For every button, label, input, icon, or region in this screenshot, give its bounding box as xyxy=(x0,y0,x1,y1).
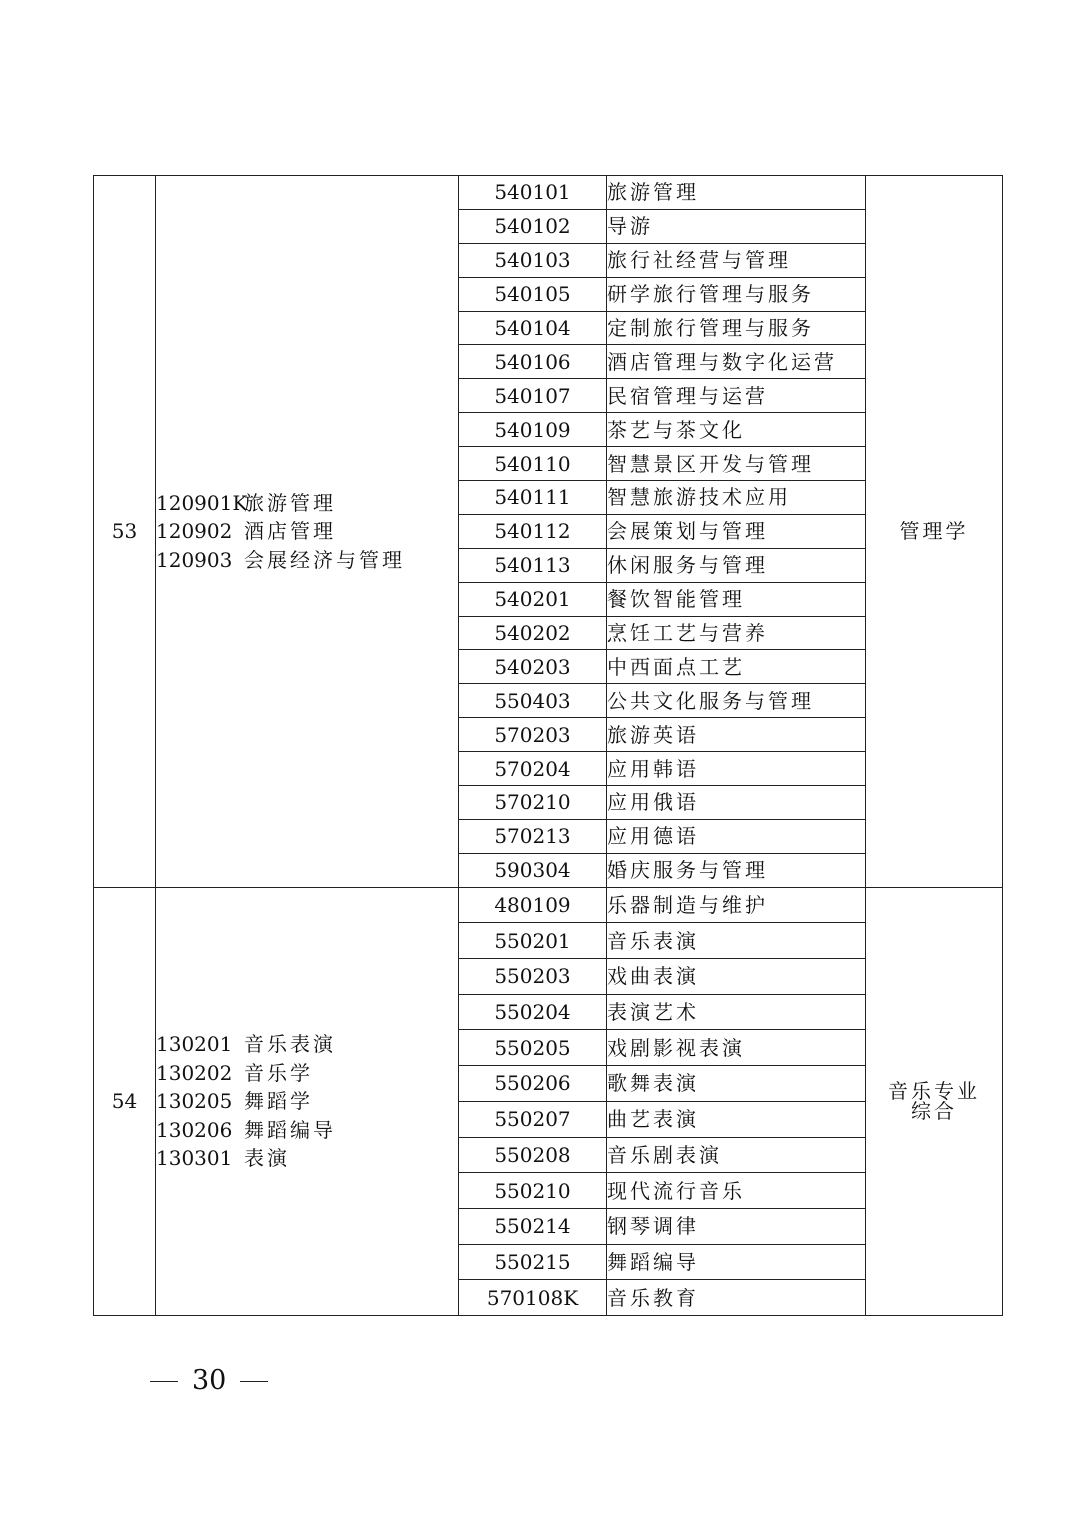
vocational-major-code: 540113 xyxy=(459,548,607,582)
page-number-value: 30 xyxy=(192,1365,227,1396)
vocational-major-code: 570213 xyxy=(459,819,607,853)
undergrad-major-code: 130206 xyxy=(156,1117,233,1142)
table-body xyxy=(94,176,1003,1316)
vocational-major-code: 550205 xyxy=(459,1030,607,1066)
undergrad-major-item xyxy=(156,1030,458,1058)
vocational-major-name: 歌舞表演 xyxy=(607,1066,866,1102)
vocational-major-code: 550207 xyxy=(459,1101,607,1137)
undergrad-major-code: 130202 xyxy=(156,1060,233,1085)
vocational-major-code: 540104 xyxy=(459,311,607,345)
vocational-major-name: 表演艺术 xyxy=(607,994,866,1030)
group-number: 53 xyxy=(94,176,156,888)
undergrad-majors-cell xyxy=(156,176,459,888)
undergrad-major-item xyxy=(156,1087,458,1115)
vocational-major-code: 540102 xyxy=(459,209,607,243)
vocational-major-code: 540203 xyxy=(459,650,607,684)
undergrad-major-name: 旅游管理 xyxy=(244,490,336,515)
vocational-major-code: 550203 xyxy=(459,959,607,995)
vocational-major-name: 应用俄语 xyxy=(607,786,866,820)
exam-subject-cell xyxy=(866,176,1003,888)
page-number-dash-right xyxy=(240,1381,268,1382)
vocational-major-name: 曲艺表演 xyxy=(607,1101,866,1137)
vocational-major-code: 540107 xyxy=(459,379,607,413)
vocational-major-name: 会展策划与管理 xyxy=(607,514,866,548)
undergrad-major-name: 音乐表演 xyxy=(244,1032,336,1057)
vocational-major-code: 590304 xyxy=(459,853,607,887)
vocational-major-code: 540110 xyxy=(459,447,607,481)
table-row xyxy=(94,887,1003,923)
undergrad-major-item xyxy=(156,1116,458,1144)
vocational-major-code: 550210 xyxy=(459,1173,607,1209)
vocational-major-name: 戏曲表演 xyxy=(607,959,866,995)
exam-subject-line: 音乐专业 xyxy=(888,1079,980,1104)
vocational-major-code: 540101 xyxy=(459,176,607,210)
vocational-major-code: 550201 xyxy=(459,923,607,959)
undergrad-major-name: 舞蹈编导 xyxy=(244,1117,336,1142)
vocational-major-name: 公共文化服务与管理 xyxy=(607,684,866,718)
table-row xyxy=(94,176,1003,210)
exam-subject-line: 综合 xyxy=(911,1099,957,1124)
vocational-major-name: 民宿管理与运营 xyxy=(607,379,866,413)
vocational-major-code: 550208 xyxy=(459,1137,607,1173)
vocational-major-name: 酒店管理与数字化运营 xyxy=(607,345,866,379)
undergrad-major-name: 表演 xyxy=(244,1145,290,1170)
page-number xyxy=(136,1365,282,1396)
vocational-major-code: 550214 xyxy=(459,1208,607,1244)
vocational-major-code: 540201 xyxy=(459,582,607,616)
vocational-major-code: 550403 xyxy=(459,684,607,718)
vocational-major-name: 舞蹈编导 xyxy=(607,1244,866,1280)
vocational-major-name: 旅游管理 xyxy=(607,176,866,210)
vocational-major-code: 540109 xyxy=(459,413,607,447)
vocational-major-name: 研学旅行管理与服务 xyxy=(607,277,866,311)
vocational-major-name: 智慧景区开发与管理 xyxy=(607,447,866,481)
vocational-major-code: 550206 xyxy=(459,1066,607,1102)
vocational-major-code: 570108K xyxy=(459,1280,607,1316)
vocational-major-code: 540106 xyxy=(459,345,607,379)
exam-subject-cell xyxy=(866,887,1003,1315)
undergrad-major-item xyxy=(156,1144,458,1172)
undergrad-major-name: 会展经济与管理 xyxy=(244,547,405,572)
vocational-major-name: 戏剧影视表演 xyxy=(607,1030,866,1066)
undergrad-major-item xyxy=(156,489,458,517)
vocational-major-code: 480109 xyxy=(459,887,607,923)
vocational-major-code: 570210 xyxy=(459,786,607,820)
vocational-major-name: 现代流行音乐 xyxy=(607,1173,866,1209)
undergrad-major-item xyxy=(156,1059,458,1087)
group-number: 54 xyxy=(94,887,156,1315)
exam-subject-line: 管理学 xyxy=(899,519,969,544)
undergrad-major-name: 音乐学 xyxy=(244,1060,313,1085)
undergrad-major-code: 130205 xyxy=(156,1089,233,1114)
undergrad-major-code: 130201 xyxy=(156,1032,233,1057)
undergrad-major-code: 120903 xyxy=(156,547,233,572)
undergrad-major-name: 舞蹈学 xyxy=(244,1089,313,1114)
vocational-major-name: 旅游英语 xyxy=(607,718,866,752)
vocational-major-name: 烹饪工艺与营养 xyxy=(607,616,866,650)
vocational-major-name: 中西面点工艺 xyxy=(607,650,866,684)
vocational-major-code: 570203 xyxy=(459,718,607,752)
vocational-major-name: 音乐剧表演 xyxy=(607,1137,866,1173)
vocational-major-code: 550204 xyxy=(459,994,607,1030)
vocational-major-name: 茶艺与茶文化 xyxy=(607,413,866,447)
vocational-major-code: 550215 xyxy=(459,1244,607,1280)
vocational-major-code: 540111 xyxy=(459,481,607,515)
page-number-dash-left xyxy=(150,1381,178,1382)
undergrad-major-name: 酒店管理 xyxy=(244,519,336,544)
vocational-major-name: 钢琴调律 xyxy=(607,1208,866,1244)
undergrad-major-item xyxy=(156,517,458,545)
vocational-major-name: 音乐表演 xyxy=(607,923,866,959)
vocational-major-name: 餐饮智能管理 xyxy=(607,582,866,616)
vocational-major-name: 休闲服务与管理 xyxy=(607,548,866,582)
vocational-major-code: 570204 xyxy=(459,752,607,786)
vocational-major-name: 应用德语 xyxy=(607,819,866,853)
vocational-major-name: 导游 xyxy=(607,209,866,243)
vocational-major-name: 婚庆服务与管理 xyxy=(607,853,866,887)
vocational-major-code: 540112 xyxy=(459,514,607,548)
vocational-major-code: 540103 xyxy=(459,243,607,277)
vocational-major-name: 应用韩语 xyxy=(607,752,866,786)
vocational-major-name: 旅行社经营与管理 xyxy=(607,243,866,277)
vocational-major-code: 540202 xyxy=(459,616,607,650)
undergrad-major-item xyxy=(156,546,458,574)
vocational-major-code: 540105 xyxy=(459,277,607,311)
undergrad-major-code: 120901K xyxy=(156,490,248,515)
vocational-major-name: 智慧旅游技术应用 xyxy=(607,481,866,515)
vocational-major-name: 音乐教育 xyxy=(607,1280,866,1316)
undergrad-major-code: 120902 xyxy=(156,519,233,544)
vocational-major-name: 乐器制造与维护 xyxy=(607,887,866,923)
major-mapping-table xyxy=(93,175,1003,1316)
undergrad-majors-cell xyxy=(156,887,459,1315)
vocational-major-name: 定制旅行管理与服务 xyxy=(607,311,866,345)
undergrad-major-code: 130301 xyxy=(156,1145,233,1170)
